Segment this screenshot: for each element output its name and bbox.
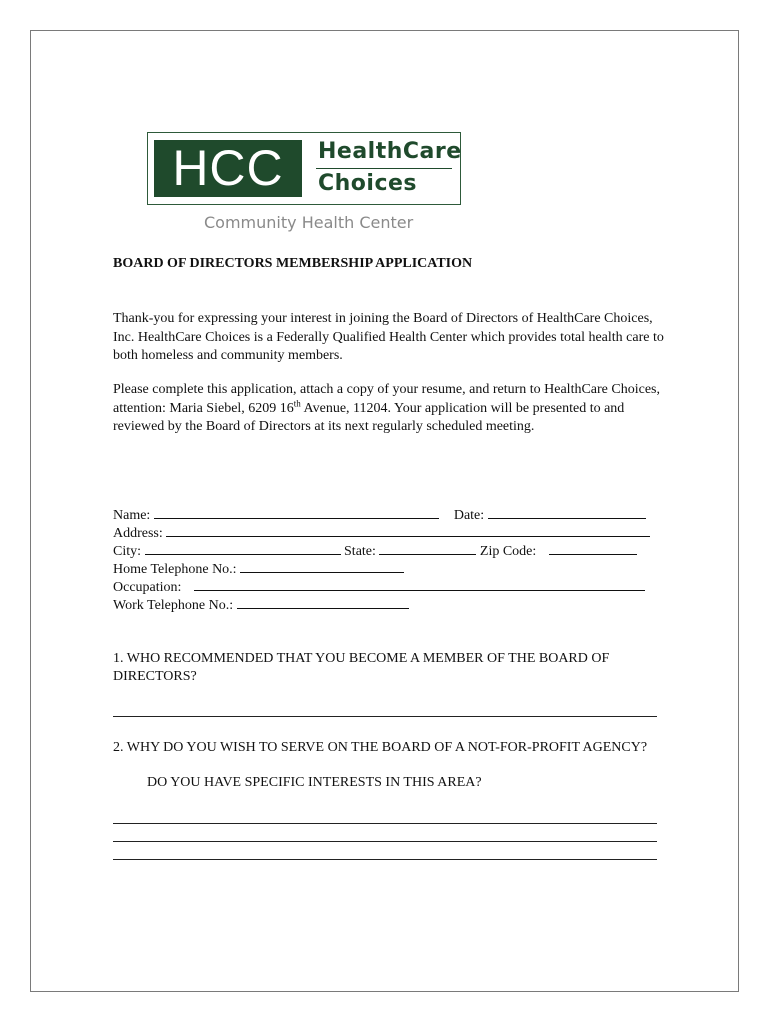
answer-line-q2-3[interactable] [113,859,657,860]
question-2: 2. WHY DO YOU WISH TO SERVE ON THE BOARD OF A NOT-FOR-PROFIT AGENCY? [113,740,648,755]
zip-field[interactable] [549,542,637,555]
occupation-label: Occupation: [113,580,182,595]
state-label: State: [344,544,376,559]
home-phone-label: Home Telephone No.: [113,562,237,577]
address-field[interactable] [166,524,650,537]
name-label: Name: [113,508,151,523]
form-row-occupation [113,578,645,597]
logo-subtitle: Community Health Center [204,213,414,232]
home-phone-field[interactable] [240,560,404,573]
instructions-text-a: Please complete this application, attach a copy of your resume, and return to HealthCare Choices, attention: Maria Siebel, 6209 16 [113,382,660,416]
date-field[interactable] [488,506,646,519]
form-row-home-phone [113,560,404,579]
date-label: Date: [453,508,485,523]
occupation-field[interactable] [194,578,645,591]
logo-rule [316,168,452,169]
form-row-work-phone [113,596,409,615]
instructions-text-b: Avenue, 11204. Your application will be presented to and reviewed by the Board of Directors at its next regularly scheduled meeting. [113,400,625,434]
work-phone-field[interactable] [237,596,409,609]
name-field[interactable] [154,506,439,519]
instructions-paragraph [113,381,673,437]
city-label: City: [113,544,142,559]
form-row-name-date [113,506,646,525]
city-field[interactable] [145,542,341,555]
answer-line-q2-1[interactable] [113,823,657,824]
logo-name-line2: Choices [318,171,418,196]
form-row-city-state-zip [113,542,637,561]
document-heading: BOARD OF DIRECTORS MEMBERSHIP APPLICATION [113,256,473,271]
hcc-logo [147,132,461,205]
intro-paragraph: Thank-you for expressing your interest in joining the Board of Directors of HealthCare Choices, Inc. HealthCare Choices is a Federally Qualified Health Center which provides total health care to both homeless and community members. [113,311,664,363]
instructions-superscript: th [293,397,301,408]
answer-line-q2-2[interactable] [113,841,657,842]
logo-name-line1: HealthCare [318,139,462,164]
question-2-sub: DO YOU HAVE SPECIFIC INTERESTS IN THIS AREA? [147,775,482,790]
form-row-address [113,524,650,543]
work-phone-label: Work Telephone No.: [113,598,234,613]
logo-mark: HCC [154,140,302,197]
question-1: 1. WHO RECOMMENDED THAT YOU BECOME A MEMBER OF THE BOARD OF DIRECTORS? [113,651,610,684]
state-field[interactable] [379,542,476,555]
zip-label: Zip Code: [479,544,537,559]
address-label: Address: [113,526,163,541]
answer-line-q1[interactable] [113,716,657,717]
